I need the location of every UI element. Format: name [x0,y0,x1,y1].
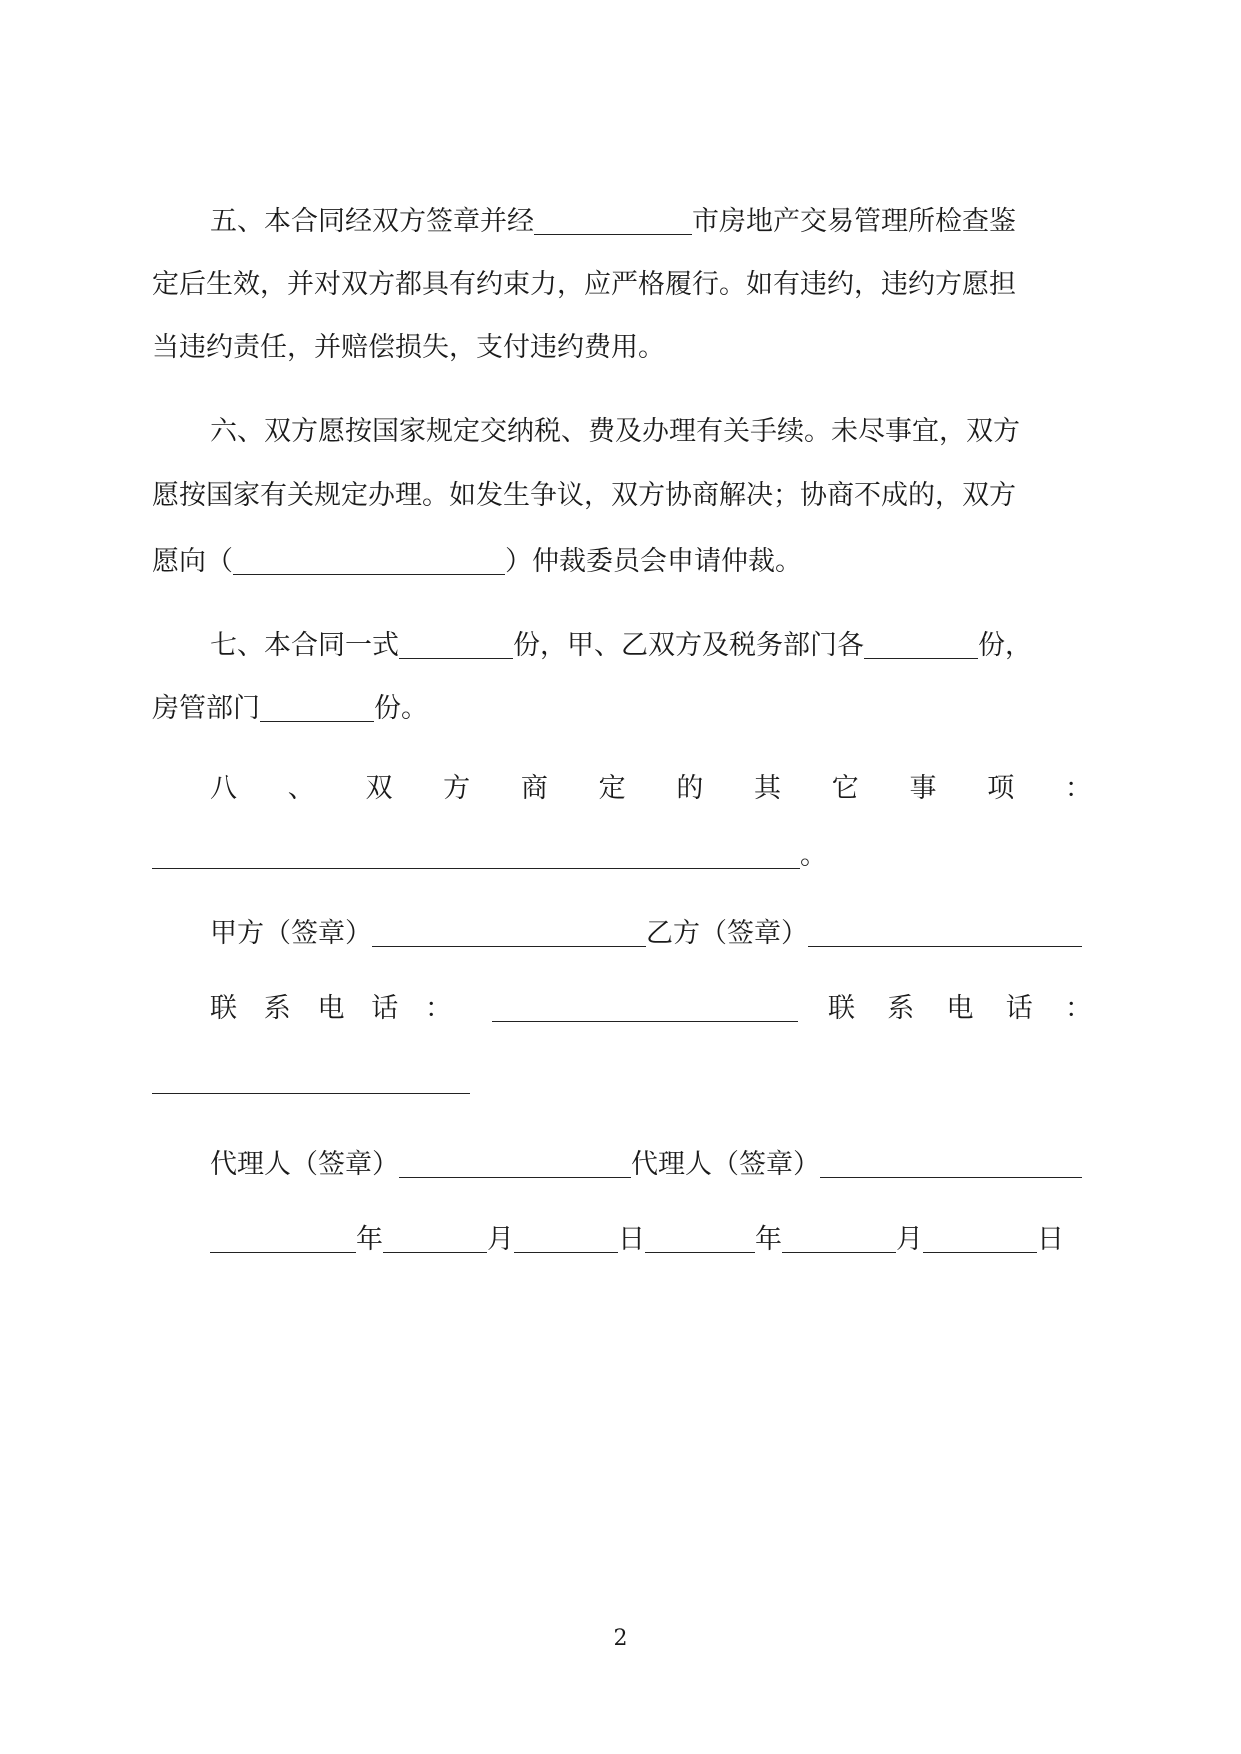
clause-5-line-3: 当违约责任，并赔偿损失，支付违约费用。 [152,332,665,363]
month-label: 月 [487,1224,514,1255]
clause-8-line-2 [152,834,1092,878]
year-label: 年 [755,1224,782,1255]
phone-char: 电 [946,993,974,1024]
year-a-blank[interactable] [210,1218,356,1253]
clause-8-char: 、 [287,773,315,804]
phone-line [210,987,1092,1031]
agent-b-signature-blank[interactable] [820,1143,1082,1178]
clause-8-char: 它 [831,773,859,804]
clause-5-line-1 [210,200,1092,244]
clause-8-line-1 [210,767,1092,811]
agent-b-label: 代理人（签章） [631,1149,820,1180]
clause-6-text-b: ）仲裁委员会申请仲裁。 [505,546,802,577]
clause-7-text-d: 房管部门 [152,693,260,724]
clause-8-char: 八 [210,773,237,804]
other-matters-blank[interactable] [152,834,800,869]
day-label: 日 [1037,1224,1064,1255]
clause-8-char: 的 [676,773,704,804]
phone-a-label [210,987,452,1031]
clause-5-text-a: 五、本合同经双方签章并经 [210,206,534,237]
clause-7-line-2 [152,687,1092,731]
party-b-label: 乙方（签章） [646,918,808,949]
phone-char: 联 [210,993,237,1024]
phone-char: 系 [263,993,291,1024]
clause-6-line-1: 六、双方愿按国家规定交纳税、费及办理有关手续。未尽事宜，双方 [210,416,1020,447]
clause-7-line-1 [210,624,1092,668]
agent-a-label: 代理人（签章） [210,1149,399,1180]
clause-7-text-a: 七、本合同一式 [210,630,399,661]
phone-b-blank[interactable] [152,1093,470,1094]
clause-8-char: 方 [443,773,471,804]
clause-7-text-c: 份， [978,630,1032,661]
day-b-blank[interactable] [923,1218,1037,1253]
clause-8-char: ： [1064,773,1092,804]
clause-6-text-a: 愿向（ [152,546,233,577]
phone-char: ： [1065,993,1092,1024]
clause-6-line-3 [152,540,1092,584]
party-signature-line [210,912,1092,956]
clause-8-char: 商 [520,773,548,804]
agent-a-signature-blank[interactable] [399,1143,631,1178]
clause-6-line-2: 愿按国家有关规定办理。如发生争议，双方协商解决；协商不成的，双方 [152,480,1016,511]
clause-8-char: 项 [987,773,1015,804]
phone-a-blank[interactable] [492,987,798,1022]
phone-char: ： [425,993,452,1024]
clause-5-line-2: 定后生效，并对双方都具有约束力，应严格履行。如有违约，违约方愿担 [152,269,1016,300]
clause-8-char: 其 [754,773,782,804]
page-number: 2 [613,1626,628,1651]
party-b-signature-blank[interactable] [808,912,1082,947]
clause-8-end: 。 [800,840,827,871]
clause-8-char: 双 [365,773,393,804]
month-label: 月 [896,1224,923,1255]
clause-7-text-e: 份。 [374,693,428,724]
phone-b-label [828,987,1092,1031]
clause-5-text-b: 市房地产交易管理所检查鉴 [692,206,1016,237]
copies-housing-blank[interactable] [260,687,374,722]
phone-char: 系 [887,993,915,1024]
day-a-blank[interactable] [514,1218,618,1253]
month-b-blank[interactable] [782,1218,896,1253]
city-blank[interactable] [534,200,692,235]
party-a-label: 甲方（签章） [210,918,372,949]
year-b-blank[interactable] [645,1218,755,1253]
date-line [210,1218,1092,1262]
agent-signature-line [210,1143,1092,1187]
year-label: 年 [356,1224,383,1255]
day-label: 日 [618,1224,645,1255]
clause-8-char: 事 [909,773,937,804]
copies-total-blank[interactable] [399,624,513,659]
phone-char: 电 [317,993,345,1024]
phone-char: 话 [1005,993,1033,1024]
clause-7-text-b: 份，甲、乙双方及税务部门各 [513,630,864,661]
clause-8-char: 定 [598,773,626,804]
month-a-blank[interactable] [383,1218,487,1253]
copies-each-blank[interactable] [864,624,978,659]
party-a-signature-blank[interactable] [372,912,646,947]
phone-char: 联 [828,993,855,1024]
arbitration-blank[interactable] [233,540,505,575]
phone-char: 话 [371,993,399,1024]
